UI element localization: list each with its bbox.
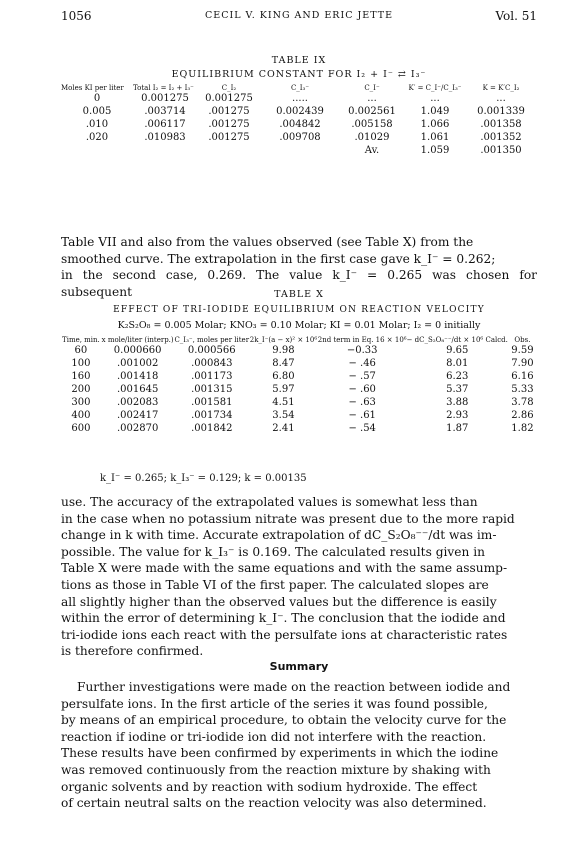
table-cell: 8.47 — [272, 358, 295, 369]
table-cell: 0 — [93, 93, 101, 104]
table-cell: .002417 — [116, 410, 159, 421]
volume-label: Vol. 51 — [495, 9, 537, 23]
table-10-col-header: Obs. — [514, 336, 531, 344]
table-cell: ... — [496, 93, 506, 104]
table-cell: 8.01 — [446, 358, 469, 369]
table-10-footnote: k_I⁻ = 0.265; k_I₃⁻ = 0.129; k = 0.00135 — [100, 473, 307, 484]
table-cell: 200 — [71, 384, 91, 395]
table-cell: .002870 — [116, 423, 159, 434]
table-cell — [261, 144, 339, 157]
table-9 — [61, 84, 537, 157]
text-line: all slightly higher than the observed values but the difference is easily — [61, 594, 497, 609]
table-cell: 1.059 — [420, 145, 450, 156]
table-row — [61, 105, 537, 118]
table-cell: .001358 — [480, 119, 522, 130]
table-cell: − .61 — [348, 410, 376, 421]
table-10-label: TABLE X — [274, 289, 324, 300]
table-cell: 3.78 — [511, 397, 534, 408]
table-cell: .001275 — [208, 119, 250, 130]
table-cell: 0.002561 — [348, 106, 396, 117]
text-line: is therefore confirmed. — [61, 644, 204, 659]
text-line: use. The accuracy of the extrapolated values is somewhat less than — [61, 495, 478, 509]
table-9-col-header: C_I⁻ — [364, 84, 380, 92]
text-line: Table X were made with the same equations and with the same assump- — [61, 561, 508, 576]
text-line: smoothed curve. The extrapolation in the first case gave k_I⁻ = 0.262; — [61, 251, 496, 266]
table-cell: 7.90 — [511, 358, 534, 369]
text-line: was removed continuously from the reaction mixture by shaking with — [61, 762, 491, 777]
table-cell: 2.93 — [446, 410, 469, 421]
table-cell: .001350 — [480, 145, 522, 156]
table-cell: 300 — [71, 397, 91, 408]
table-cell: 100 — [71, 358, 91, 369]
table-cell — [61, 144, 133, 157]
text-line: in the case when no potassium nitrate was present due to the more rapid — [61, 511, 515, 526]
table-cell: 9.59 — [511, 345, 534, 356]
table-cell: 1.049 — [420, 106, 450, 117]
table-cell: 0.001339 — [477, 106, 525, 117]
text-line: in the second case, 0.269. The value k_I⁻ = 0.265 was chosen for subsequent — [61, 268, 537, 299]
text-line: of certain neutral salts on the reaction velocity was also determined. — [61, 796, 487, 811]
text-line: These results have been confirmed by experiments in which the iodine — [61, 746, 499, 761]
table-row — [61, 344, 537, 357]
table-row — [61, 118, 537, 131]
table-cell: 4.51 — [272, 397, 295, 408]
table-cell: .002083 — [116, 397, 159, 408]
table-cell: .001173 — [191, 371, 233, 382]
table-cell: .001002 — [116, 358, 159, 369]
table-cell: − .46 — [348, 358, 376, 369]
page-number: 1056 — [61, 9, 92, 23]
table-9-col-header: Moles KI per liter — [61, 84, 124, 92]
table-cell: ... — [367, 93, 377, 104]
table-cell: .001352 — [480, 132, 522, 143]
table-cell: − .57 — [348, 371, 376, 382]
table-cell: −0.33 — [346, 345, 378, 356]
running-header — [61, 9, 537, 27]
table-cell: .001581 — [191, 397, 233, 408]
table-10 — [61, 336, 537, 435]
table-cell: 3.88 — [446, 397, 469, 408]
table-cell: .005158 — [351, 119, 393, 130]
text-line: Table VII and also from the values observed (see Table X) from the — [61, 235, 474, 249]
table-row — [61, 144, 537, 157]
table-9-col-header: C_I₂ — [221, 84, 237, 92]
text-line: possible. The value for k_I₃⁻ is 0.169. The calculated results given in — [61, 544, 485, 559]
table-cell: 400 — [71, 410, 91, 421]
table-9-col-header: K = K′C_I₂ — [482, 84, 520, 92]
table-10-col-header: − dC_S₂O₈⁻⁻/dt × 10⁶ Calcd. — [406, 336, 508, 344]
table-cell — [133, 144, 197, 157]
table-cell: 2.41 — [272, 423, 295, 434]
text-line: organic solvents and by reaction with sodium hydroxide. The effect — [61, 779, 478, 794]
table-10-col-header: C_I₃⁻, moles per liter — [174, 336, 250, 344]
table-cell: 2.86 — [511, 410, 534, 421]
table-10-header-row — [61, 336, 537, 344]
table-cell: .001275 — [208, 132, 250, 143]
table-cell: 1.87 — [446, 423, 469, 434]
table-cell: 6.23 — [446, 371, 469, 382]
table-cell: 1.82 — [511, 423, 534, 434]
table-cell: ..... — [292, 93, 308, 104]
table-cell: 5.33 — [511, 384, 534, 395]
table-cell: .001275 — [208, 106, 250, 117]
table-cell — [197, 144, 261, 157]
table-cell: 5.97 — [272, 384, 295, 395]
table-cell: 9.98 — [272, 345, 295, 356]
text-line: Further investigations were made on the reaction between iodide and — [77, 680, 511, 694]
text-line: tions as those in Table VI of the first paper. The calculated slopes are — [61, 577, 489, 592]
text-line: by means of an empirical procedure, to obtain the velocity curve for the — [61, 713, 507, 728]
table-9-col-header: Total I₂ = I₂ + I₃⁻ — [133, 84, 194, 92]
paragraph-summary — [61, 679, 537, 812]
table-cell: 160 — [71, 371, 91, 382]
summary-heading: Summary — [269, 660, 329, 673]
table-cell: .01029 — [354, 132, 390, 143]
table-cell: .004842 — [279, 119, 321, 130]
table-cell: .001734 — [191, 410, 233, 421]
table-row — [61, 92, 537, 105]
table-cell: Av. — [364, 145, 380, 156]
table-cell: 5.37 — [446, 384, 469, 395]
table-cell: 0.001275 — [141, 93, 189, 104]
table-cell: 60 — [74, 345, 88, 356]
table-cell: 1.061 — [420, 132, 450, 143]
running-header-authors: CECIL V. KING AND ERIC JETTE — [204, 10, 394, 21]
table-cell: .003714 — [144, 106, 186, 117]
table-10-col-header: x mole/liter (interp.) — [101, 336, 174, 344]
table-cell: − .60 — [348, 384, 376, 395]
table-cell: .001842 — [191, 423, 233, 434]
text-line: persulfate ions. In the first article of the series it was found possible, — [61, 696, 488, 711]
table-10-col-header: 2nd term in Eq. 16 × 10⁶ — [317, 336, 407, 344]
table-10-col-header: Time, min. — [62, 336, 100, 344]
table-cell: .006117 — [144, 119, 186, 130]
table-cell: − .63 — [348, 397, 376, 408]
table-row — [61, 357, 537, 370]
table-row — [61, 131, 537, 144]
table-cell: 600 — [71, 423, 91, 434]
table-cell: 0.000660 — [113, 345, 162, 356]
table-row — [61, 396, 537, 409]
text-line: change in k with time. Accurate extrapolation of dC_S₂O₈⁻⁻/dt was im- — [61, 528, 497, 543]
table-9-header-row — [61, 84, 537, 92]
table-cell: .009708 — [279, 132, 321, 143]
table-cell: .001645 — [116, 384, 159, 395]
table-10-conditions: K₂S₂O₈ = 0.005 Molar; KNO₃ = 0.10 Molar; KI = 0.01 Molar; I₂ = 0 initially — [117, 320, 481, 331]
text-line: within the error of determining k_I⁻. The conclusion that the iodide and — [61, 611, 506, 626]
table-cell: .010 — [85, 119, 109, 130]
table-cell: 0.002439 — [276, 106, 324, 117]
table-cell: 0.001275 — [205, 93, 253, 104]
table-cell: − .54 — [348, 423, 376, 434]
table-cell: 3.54 — [272, 410, 295, 421]
table-cell: .020 — [85, 132, 109, 143]
table-cell: 0.000566 — [187, 345, 236, 356]
paragraph-discussion — [61, 494, 537, 660]
table-cell: .000843 — [191, 358, 233, 369]
table-cell: .010983 — [144, 132, 186, 143]
table-9-col-header: K′ = C_I⁻/C_I₃⁻ — [408, 84, 462, 92]
table-10-col-header: 2k_I⁻(a − x)² × 10⁶ — [249, 336, 318, 344]
table-row — [61, 370, 537, 383]
table-row — [61, 383, 537, 396]
text-line: reaction if iodine or tri-iodide ion did not interfere with the reaction. — [61, 729, 487, 744]
table-cell: 9.65 — [446, 345, 469, 356]
table-9-title: EQUILIBRIUM CONSTANT FOR I₂ + I⁻ ⇄ I₃⁻ — [171, 69, 427, 80]
table-cell: 6.16 — [511, 371, 534, 382]
table-9-label: TABLE IX — [271, 55, 327, 66]
table-row — [61, 422, 537, 435]
table-cell: 0.005 — [82, 106, 112, 117]
table-10-title: EFFECT OF TRI-IODIDE EQUILIBRIUM ON REACTION VELOCITY — [113, 305, 485, 315]
table-cell: ... — [430, 93, 440, 104]
table-9-col-header: C_I₃⁻ — [290, 84, 310, 92]
text-line: tri-iodide ions each react with the persulfate ions at characteristic rates — [61, 627, 508, 642]
table-cell: 6.80 — [272, 371, 295, 382]
table-row — [61, 409, 537, 422]
table-cell: .001418 — [116, 371, 159, 382]
table-cell: 1.066 — [420, 119, 450, 130]
table-cell: .001315 — [191, 384, 233, 395]
